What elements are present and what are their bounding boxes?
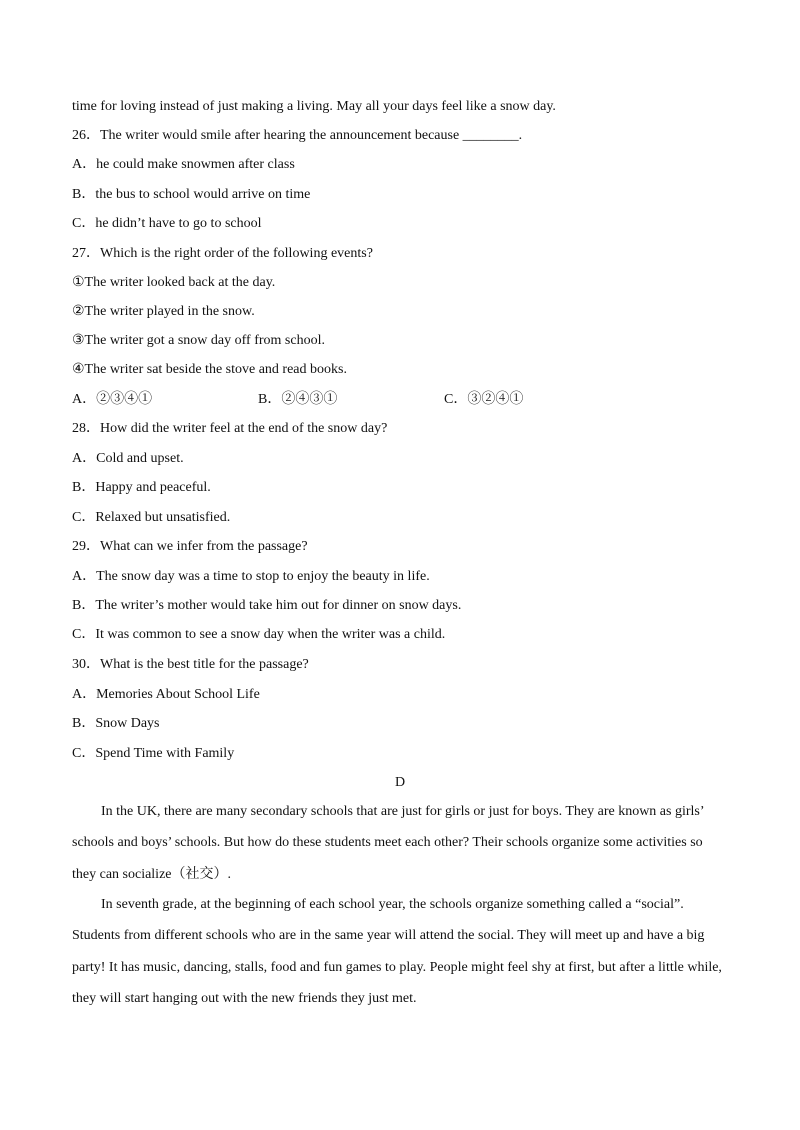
question-27-event-1: ①The writer looked back at the day. xyxy=(72,275,276,290)
passage-d-heading: D xyxy=(394,775,406,790)
question-28-stem: 28．How did the writer feel at the end of the snow day? xyxy=(72,421,388,436)
question-27-option-a: A．②③④① xyxy=(72,392,153,407)
passage-continuation: time for loving instead of just making a living. May all your days feel like a snow day. xyxy=(72,99,556,114)
question-27-option-c: C．③②④① xyxy=(444,392,524,407)
question-27-event-3: ③The writer got a snow day off from school. xyxy=(72,333,325,348)
question-26-option-c: C．he didn’t have to go to school xyxy=(72,216,262,231)
passage-d-p2-line-3: party! It has music, dancing, stalls, food and fun games to play. People might feel shy at first, but after a little while, xyxy=(72,960,722,975)
question-27-option-b: B．②④③① xyxy=(258,392,338,407)
question-29-stem: 29．What can we infer from the passage? xyxy=(72,539,308,554)
passage-d-p2-line-2: Students from different schools who are in the same year will attend the social. They will meet up and have a big xyxy=(72,928,705,943)
question-30-stem: 30．What is the best title for the passage? xyxy=(72,657,309,672)
passage-d-p1-line-1: In the UK, there are many secondary schools that are just for girls or just for boys. They are known as girls’ xyxy=(101,804,705,819)
question-26-stem: 26．The writer would smile after hearing the announcement because ________. xyxy=(72,128,523,143)
question-27-stem: 27．Which is the right order of the following events? xyxy=(72,246,373,261)
question-28-option-b: B．Happy and peaceful. xyxy=(72,480,211,495)
question-26-option-b: B．the bus to school would arrive on time xyxy=(72,187,311,202)
passage-d-p2-line-1: In seventh grade, at the beginning of each school year, the schools organize something called a “social”. xyxy=(101,897,684,912)
question-27-event-2: ②The writer played in the snow. xyxy=(72,304,255,319)
passage-d-p2-line-4: they will start hanging out with the new friends they just met. xyxy=(72,991,417,1006)
question-28-option-a: A．Cold and upset. xyxy=(72,451,184,466)
question-30-option-c: C．Spend Time with Family xyxy=(72,746,235,761)
passage-d-p1-line-3: they can socialize（社交）. xyxy=(72,867,232,882)
question-29-option-b: B．The writer’s mother would take him out for dinner on snow days. xyxy=(72,598,462,613)
question-29-option-a: A．The snow day was a time to stop to enjoy the beauty in life. xyxy=(72,569,430,584)
question-30-option-b: B．Snow Days xyxy=(72,716,160,731)
question-29-option-c: C．It was common to see a snow day when the writer was a child. xyxy=(72,627,446,642)
question-27-event-4: ④The writer sat beside the stove and read books. xyxy=(72,362,347,377)
question-28-option-c: C．Relaxed but unsatisfied. xyxy=(72,510,231,525)
passage-d-p1-line-2: schools and boys’ schools. But how do these students meet each other? Their schools organize some activities so xyxy=(72,835,703,850)
question-26-option-a: A．he could make snowmen after class xyxy=(72,157,295,172)
question-30-option-a: A．Memories About School Life xyxy=(72,687,260,702)
